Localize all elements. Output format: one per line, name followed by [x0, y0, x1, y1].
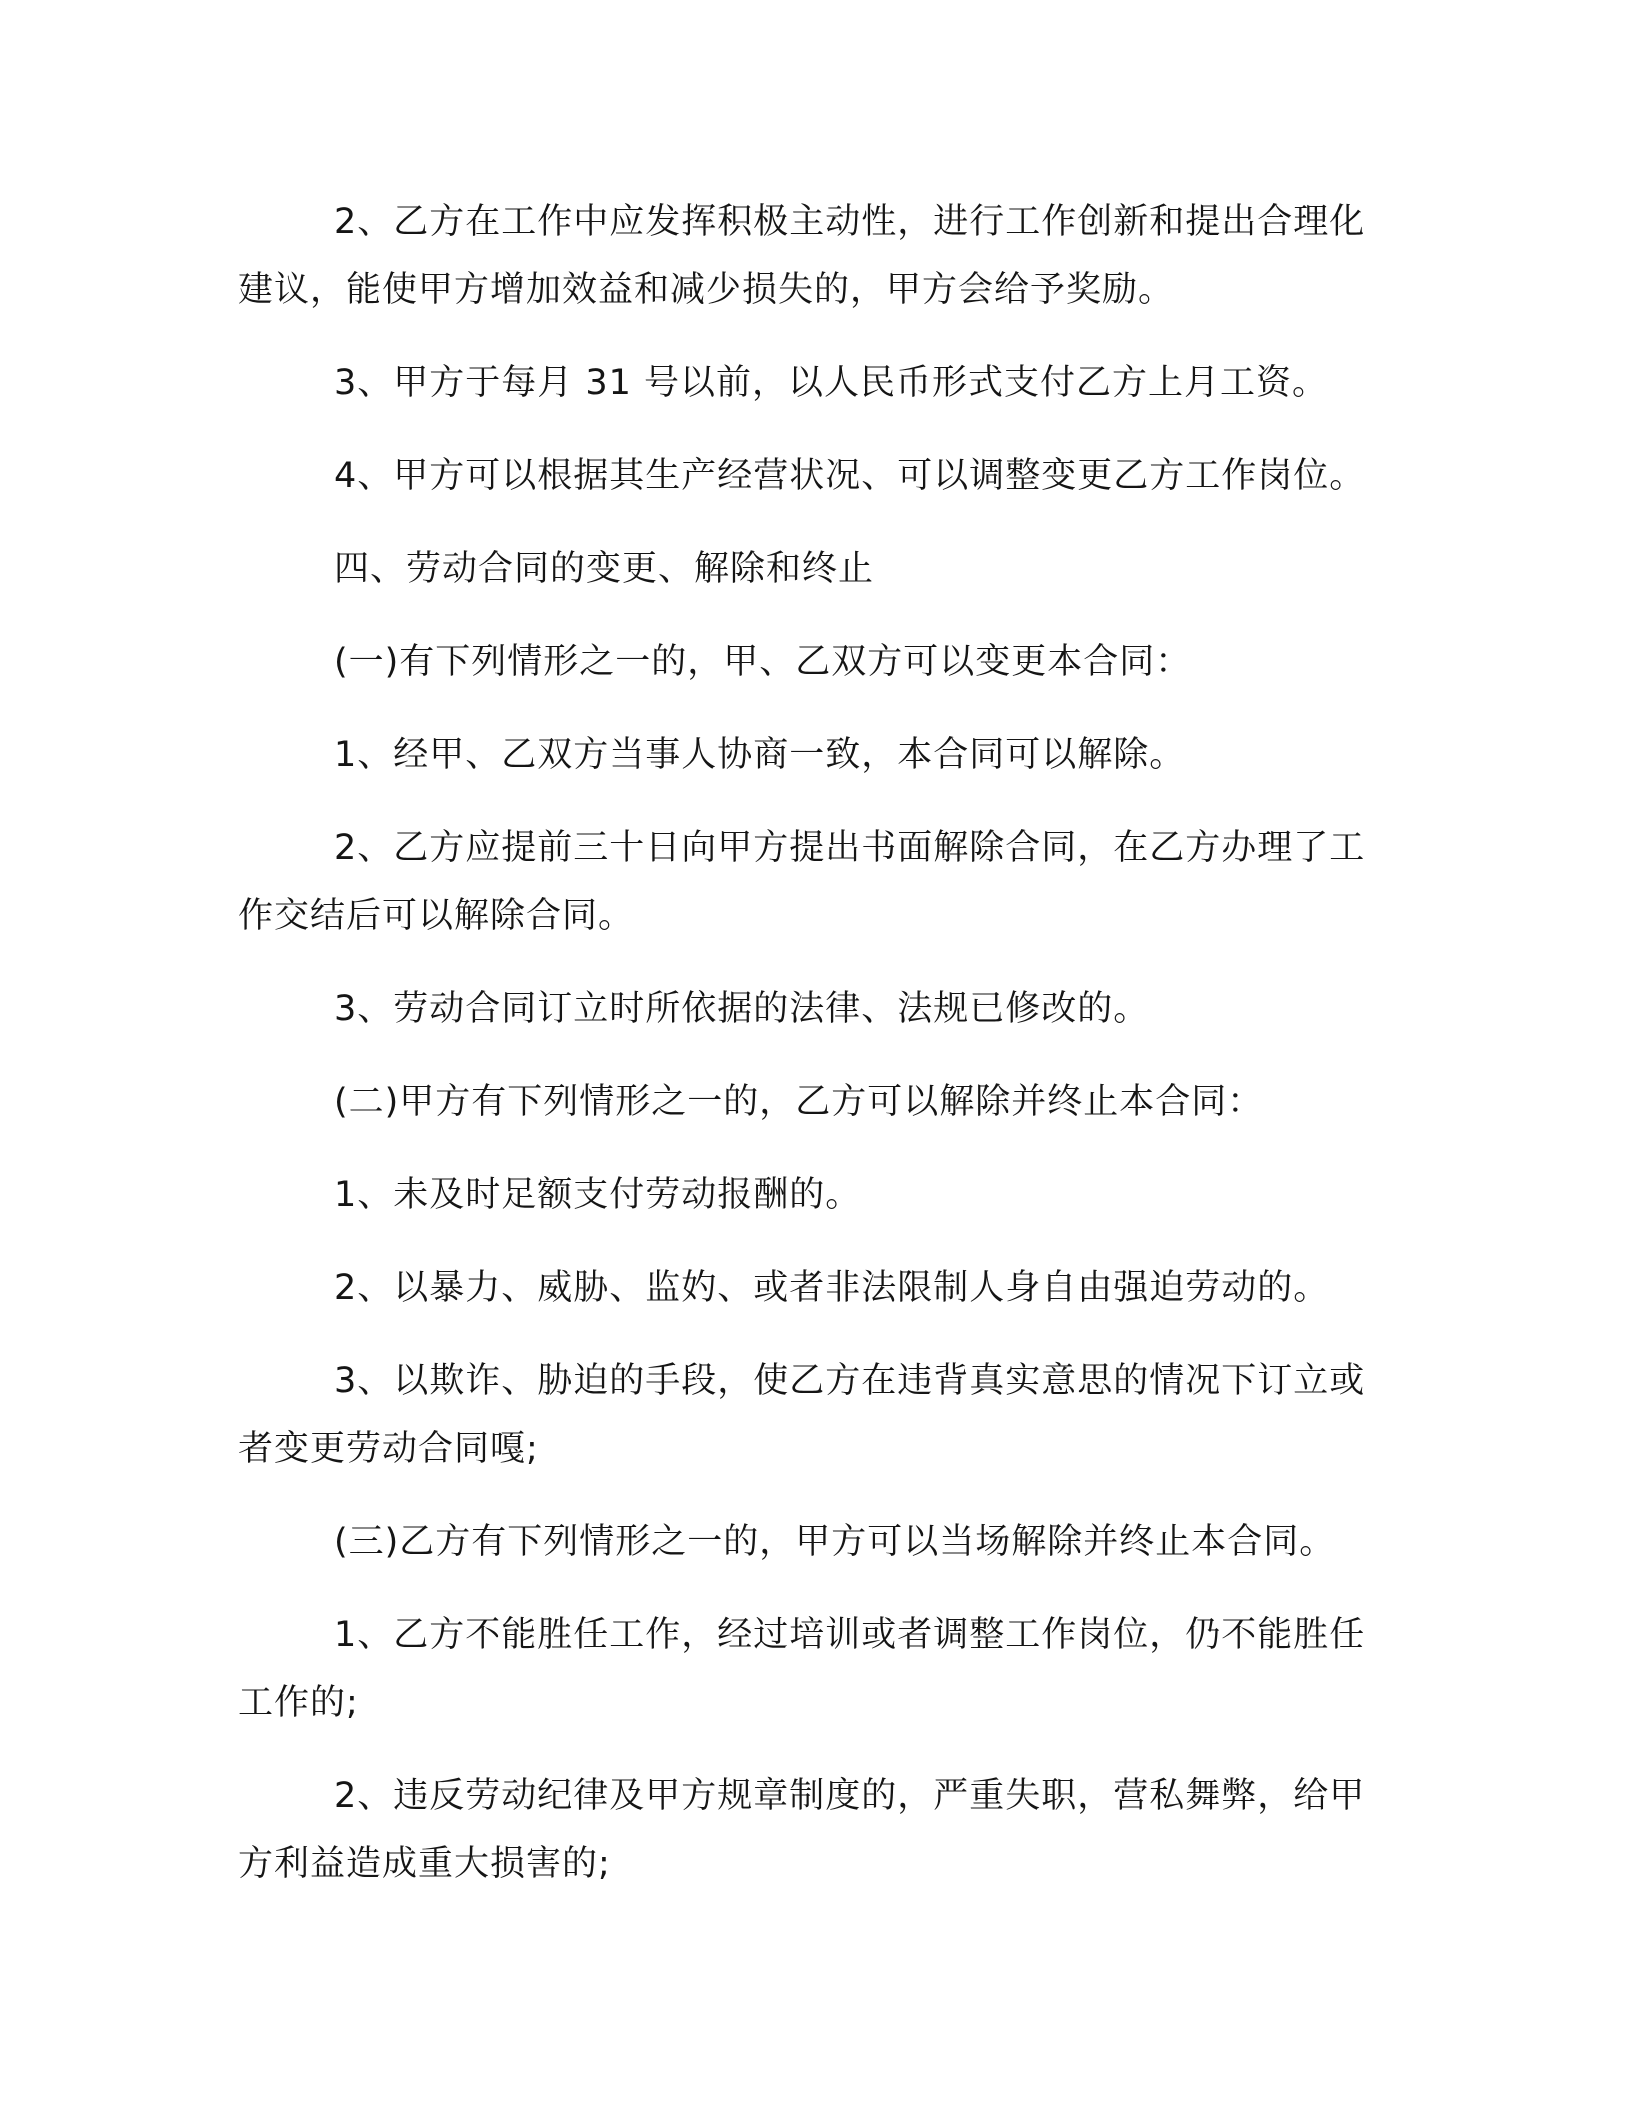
clause-2-employee-initiative: 2、乙方在工作中应发挥积极主动性，进行工作创新和提出合理化建议，能使甲方增加效益和减少损失的，甲方会给予奖励。 [238, 202, 1366, 310]
subsection-2-heading: (二)甲方有下列情形之一的，乙方可以解除并终止本合同： [334, 1082, 1264, 1122]
subsection-1-item-1: 1、经甲、乙双方当事人协商一致，本合同可以解除。 [334, 735, 1186, 775]
clause-4-position-adjustment: 4、甲方可以根据其生产经营状况、可以调整变更乙方工作岗位。 [334, 456, 1366, 496]
subsection-3-heading: (三)乙方有下列情形之一的，甲方可以当场解除并终止本合同。 [334, 1522, 1336, 1562]
subsection-1-item-3: 3、劳动合同订立时所依据的法律、法规已修改的。 [334, 989, 1150, 1029]
subsection-3-item-2: 2、违反劳动纪律及甲方规章制度的，严重失职，营私舞弊，给甲方利益造成重大损害的; [238, 1776, 1366, 1884]
subsection-3-item-1: 1、乙方不能胜任工作，经过培训或者调整工作岗位，仍不能胜任工作的; [238, 1615, 1366, 1723]
section-4-heading: 四、劳动合同的变更、解除和终止 [334, 549, 875, 589]
subsection-1-heading: (一)有下列情形之一的，甲、乙双方可以变更本合同： [334, 642, 1192, 682]
document-body [238, 188, 1388, 1923]
subsection-2-item-3: 3、以欺诈、胁迫的手段，使乙方在违背真实意思的情况下订立或者变更劳动合同嘎; [238, 1361, 1366, 1469]
subsection-1-item-2: 2、乙方应提前三十日向甲方提出书面解除合同，在乙方办理了工作交结后可以解除合同。 [238, 828, 1366, 936]
subsection-2-item-1: 1、未及时足额支付劳动报酬的。 [334, 1175, 862, 1215]
subsection-2-item-2: 2、以暴力、威胁、监妁、或者非法限制人身自由强迫劳动的。 [334, 1268, 1330, 1308]
clause-3-salary-payment: 3、甲方于每月 31 号以前，以人民币形式支付乙方上月工资。 [334, 363, 1329, 403]
